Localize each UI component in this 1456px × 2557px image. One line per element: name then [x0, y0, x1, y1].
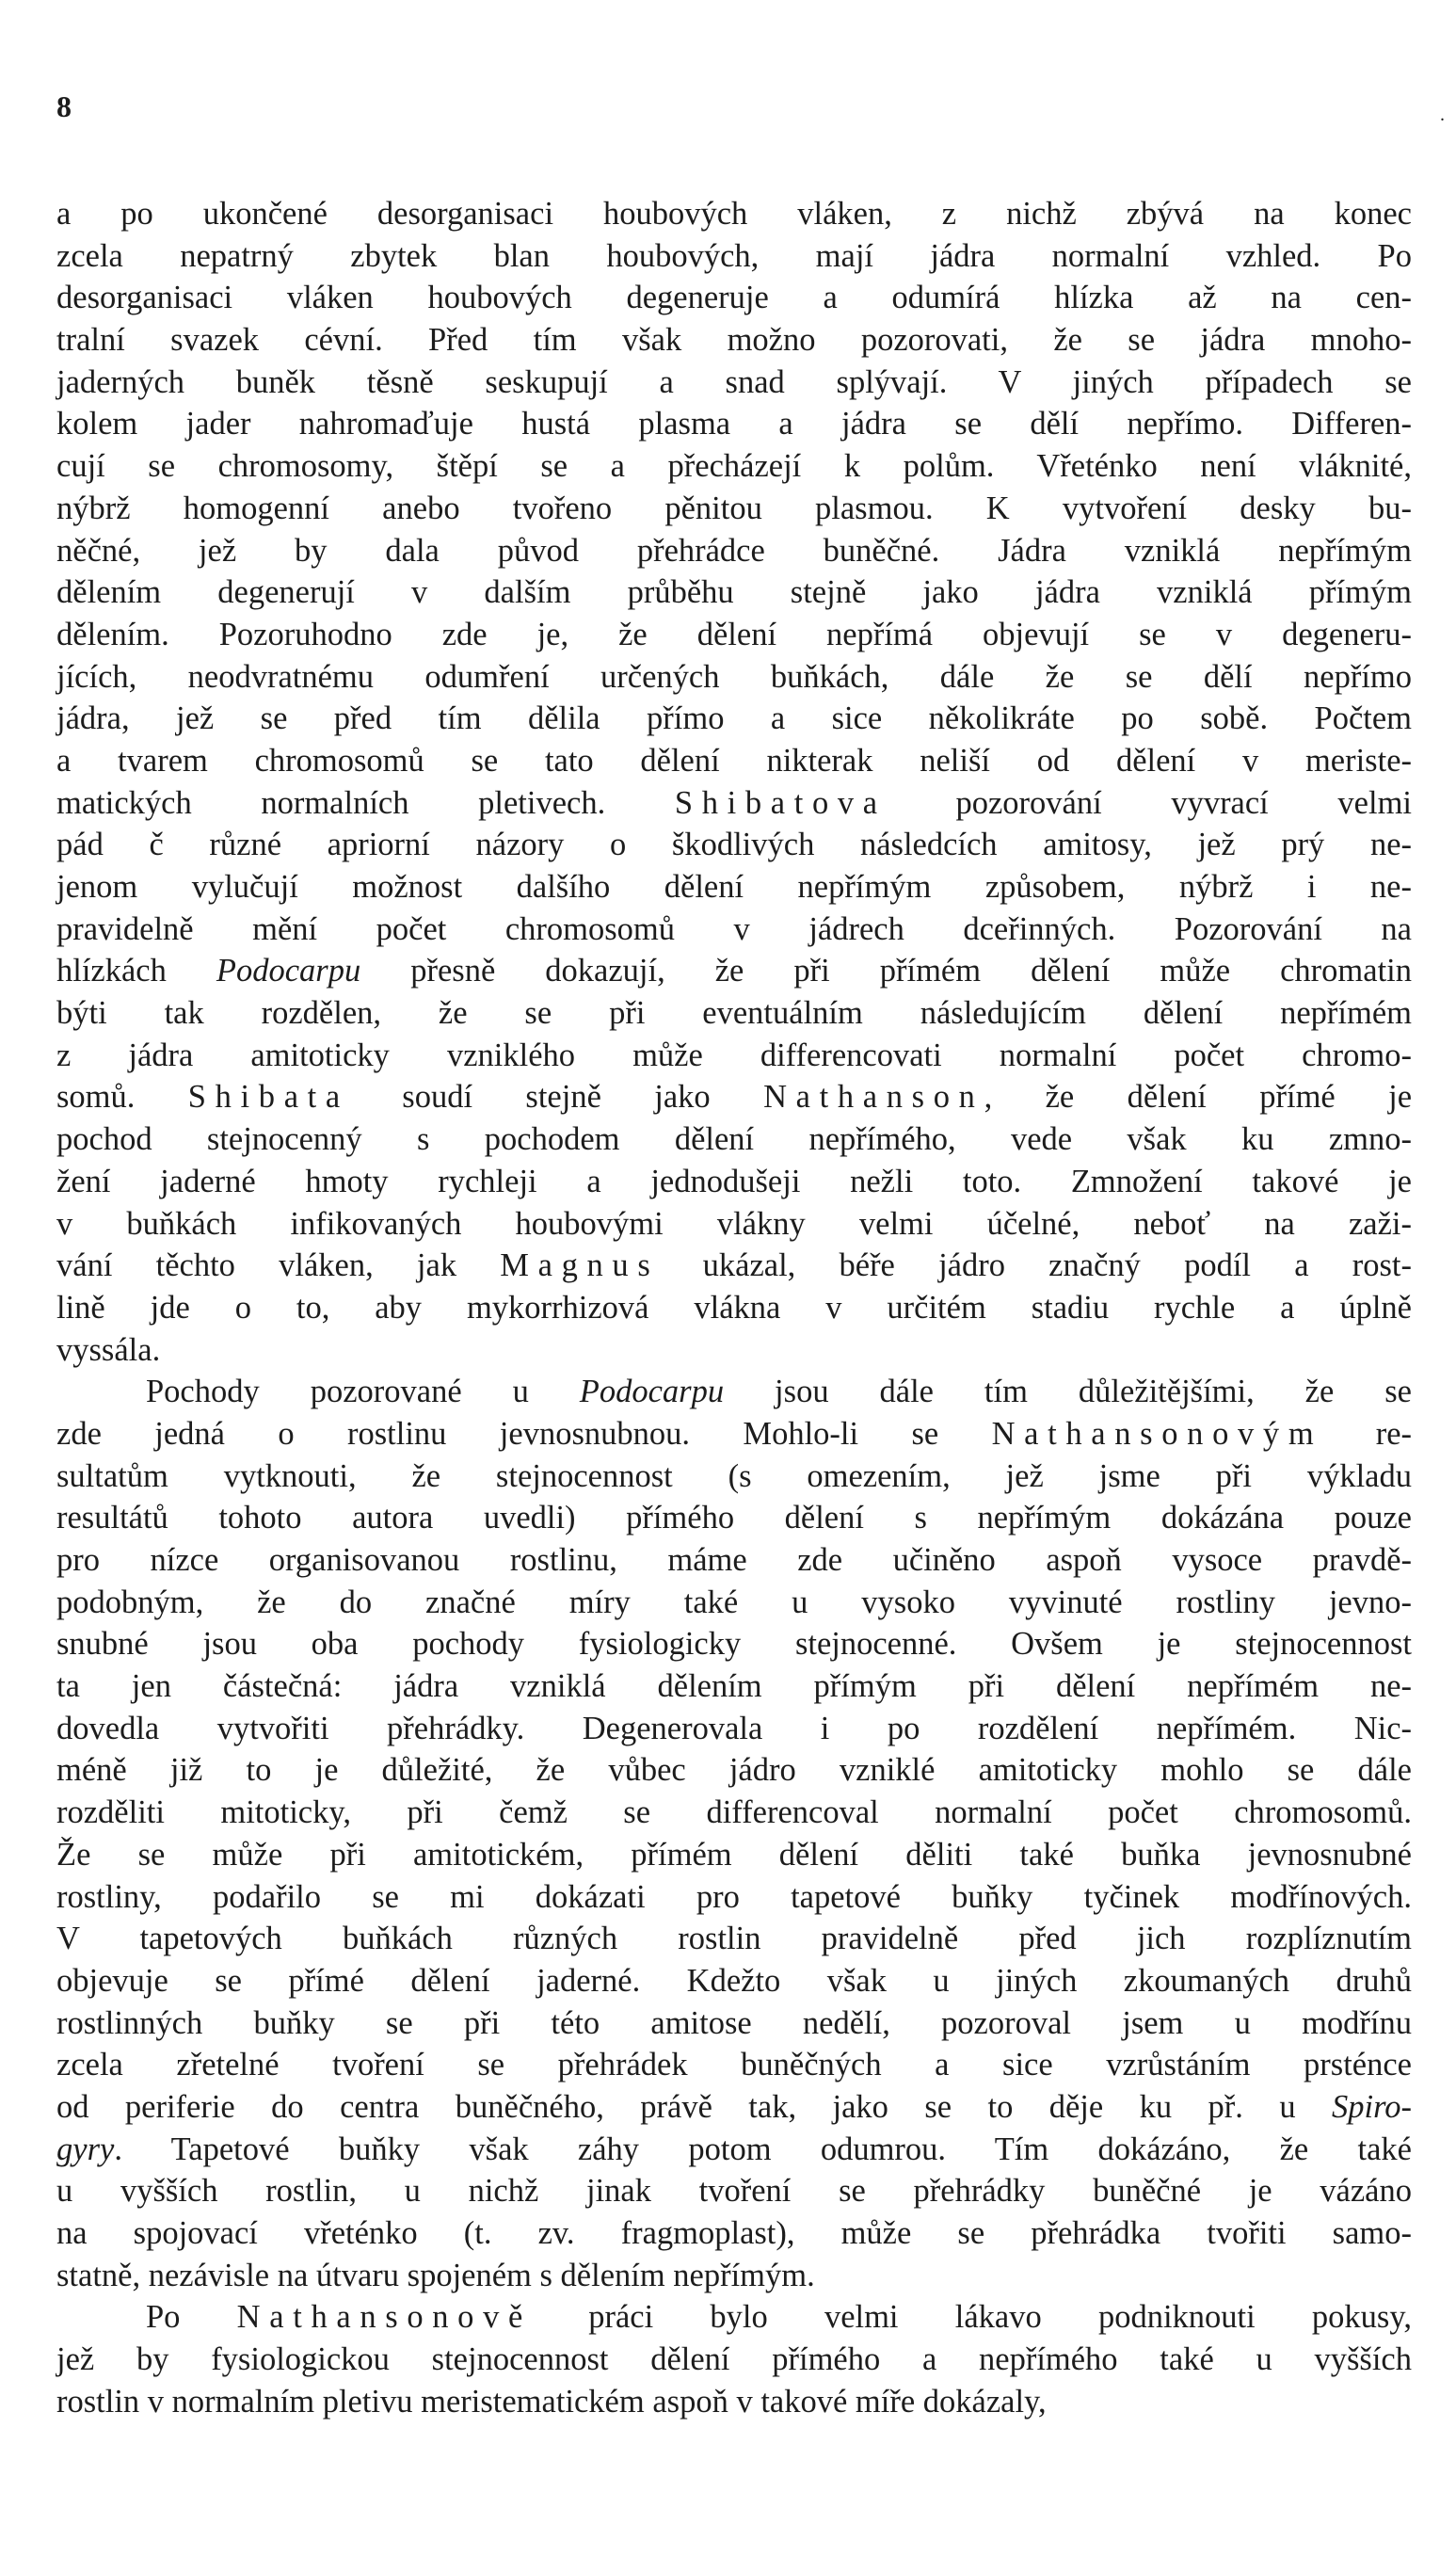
text-line: rostlin v normalním pletivu meristematickém aspoň v takové míře dokázaly,	[56, 2383, 1047, 2420]
text-line: rostliny, podařilo se mi dokázati pro tapetové buňky tyčinek modřínových.	[56, 1878, 1412, 1915]
text-line: něčné, jež by dala původ přehrádce buněčné. Jádra vzniklá nepřímým	[56, 532, 1412, 569]
text-line: jež by fysiologickou stejnocennost dělení přímého a nepřímého také u vyšších	[56, 2341, 1412, 2378]
text-line: nýbrž homogenní anebo tvořeno pěnitou plasmou. K vytvoření desky bu-	[56, 490, 1412, 526]
text-line: matických normalních pletivech. Shibatova pozorování vyvrací velmi	[56, 784, 1412, 821]
text-line: býti tak rozdělen, že se při eventuálním následujícím dělení nepřímém	[56, 995, 1412, 1032]
text-line: jících, neodvratnému odumření určených buňkách, dále že se dělí nepřímo	[56, 658, 1412, 695]
text-line: V tapetových buňkách různých rostlin pravidelně před jich rozplíznutím	[56, 1921, 1412, 1957]
text-line: od periferie do centra buněčného, právě tak, jako se to děje ku př. u Spiro-	[56, 2088, 1412, 2125]
text-line: hlízkách Podocarpu přesně dokazují, že při přímém dělení může chromatin	[56, 953, 1412, 989]
text-line: zcela nepatrný zbytek blan houbových, mají jádra normalní vzhled. Po	[56, 237, 1412, 274]
text-line: ta jen částečná: jádra vzniklá dělením přímým při dělení nepřímém ne-	[56, 1668, 1412, 1705]
text-line: Pochody pozorované u Podocarpu jsou dále tím důležitějšími, že se	[146, 1374, 1412, 1410]
text-line: desorganisaci vláken houbových degeneruje a odumírá hlízka až na cen-	[56, 280, 1412, 316]
text-line: vyssála.	[56, 1331, 161, 1368]
text-line: rozděliti mitoticky, při čemž se differencoval normalní počet chromosomů.	[56, 1794, 1412, 1831]
genus-name: Podocarpu	[216, 953, 361, 989]
paragraph-3	[56, 2296, 1412, 2422]
text-line: a po ukončené desorganisaci houbových vláken, z nichž zbývá na konec	[56, 196, 1412, 232]
text-line: sultatům vytknouti, že stejnocennost (s omezením, jež jsme při výkladu	[56, 1457, 1412, 1494]
text-line: cují se chromosomy, štěpí se a přecházejí k polům. Vřeténko není vláknité,	[56, 448, 1412, 485]
text-line: dělením. Pozoruhodno zde je, že dělení nepřímá objevují se v degeneru-	[56, 616, 1412, 652]
text-line: u vyšších rostlin, u nichž jinak tvoření se přehrádky buněčné je vázáno	[56, 2173, 1412, 2210]
text-line: jaderných buněk těsně seskupují a snad splývají. V jiných případech se	[56, 363, 1412, 400]
text-line: zcela zřetelné tvoření se přehrádek buněčných a sice vzrůstáním prsténce	[56, 2047, 1412, 2083]
text-line: tralní svazek cévní. Před tím však možno pozorovati, že se jádra mnoho-	[56, 322, 1412, 359]
text-line: gyry. Tapetové buňky však záhy potom odumrou. Tím dokázáno, že také	[56, 2131, 1412, 2167]
author-name: Shibatova	[674, 784, 887, 821]
author-name: Shibata	[187, 1079, 349, 1116]
text-line: vání těchto vláken, jak Magnus ukázal, béře jádro značný podíl a rost-	[56, 1247, 1412, 1284]
author-name: Nathansonovým	[991, 1415, 1323, 1452]
text-line: resultátů tohoto autora uvedli) přímého dělení s nepřímým dokázána pouze	[56, 1500, 1412, 1536]
paragraph-2	[56, 1371, 1412, 2296]
text-line: zde jedná o rostlinu jevnosnubnou. Mohlo-li se Nathansonovým re-	[56, 1415, 1412, 1452]
genus-name: Spiro-	[1332, 2088, 1412, 2125]
text-line: pád č různé apriorní názory o škodlivých následcích amitosy, jež prý ne-	[56, 827, 1412, 863]
text-line: jenom vylučují možnost dalšího dělení nepřímým způsobem, nýbrž i ne-	[56, 869, 1412, 905]
corner-speck: .	[1440, 105, 1445, 125]
paragraph-1	[56, 193, 1412, 1371]
text-line: dovedla vytvořiti přehrádky. Degenerovala i po rozdělení nepřímém. Nic-	[56, 1710, 1412, 1746]
text-line: snubné jsou oba pochody fysiologicky stejnocenné. Ovšem je stejnocennost	[56, 1626, 1412, 1663]
author-name: Magnus	[500, 1247, 660, 1284]
text-line: somů. Shibata soudí stejně jako Nathanson, že dělení přímé je	[56, 1079, 1413, 1116]
text-line: lině jde o to, aby mykorrhizová vlákna v určitém stadiu rychle a úplně	[56, 1289, 1412, 1326]
text-line: kolem jader nahromaďuje hustá plasma a jádra se dělí nepřímo. Differen-	[56, 406, 1412, 442]
text-line: podobným, že do značné míry také u vysoko vyvinuté rostliny jevno-	[56, 1584, 1412, 1620]
text-line: Že se může při amitotickém, přímém dělení děliti také buňka jevnosnubné	[56, 1836, 1412, 1873]
text-line: jádra, jež se před tím dělila přímo a sice několikráte po sobě. Počtem	[56, 700, 1412, 737]
text-line: statně, nezávisle na útvaru spojeném s dělením nepřímým.	[56, 2257, 815, 2293]
text-line: pro nízce organisovanou rostlinu, máme zde učiněno aspoň vysoce pravdě-	[56, 1542, 1412, 1578]
text-line: v buňkách infikovaných houbovými vlákny velmi účelné, neboť na zaži-	[56, 1205, 1412, 1242]
author-name: Nathanson	[763, 1079, 984, 1116]
text-line: dělením degenerují v dalším průběhu stejně jako jádra vzniklá přímým	[56, 574, 1412, 611]
body-text	[56, 193, 1412, 2422]
page-number: 8	[56, 89, 72, 123]
genus-name: Podocarpu	[579, 1374, 725, 1410]
text-line: a tvarem chromosomů se tato dělení nikterak neliší od dělení v meriste-	[56, 742, 1412, 779]
text-line: objevuje se přímé dělení jaderné. Kdežto však u jiných zkoumaných druhů	[56, 1962, 1412, 1999]
text-line: žení jaderné hmoty rychleji a jednodušeji nežli toto. Zmnožení takové je	[56, 1163, 1412, 1199]
text-line: pochod stejnocenný s pochodem dělení nepřímého, vede však ku zmno-	[56, 1121, 1412, 1158]
text-line: z jádra amitoticky vzniklého může differencovati normalní počet chromo-	[56, 1037, 1412, 1073]
text-line: méně již to je důležité, že vůbec jádro vzniklé amitoticky mohlo se dále	[56, 1752, 1412, 1789]
author-name: Nathansonově	[236, 2299, 532, 2336]
genus-name: gyry	[56, 2131, 115, 2167]
text-line: na spojovací vřeténko (t. zv. fragmoplast), může se přehrádka tvořiti samo-	[56, 2215, 1412, 2251]
text-line: pravidelně mění počet chromosomů v jádrech dceřinných. Pozorování na	[56, 910, 1412, 947]
text-line: Po Nathansonově práci bylo velmi lákavo podniknouti pokusy,	[146, 2299, 1412, 2336]
text-line: rostlinných buňky se při této amitose nedělí, pozoroval jsem u modřínu	[56, 2004, 1412, 2041]
